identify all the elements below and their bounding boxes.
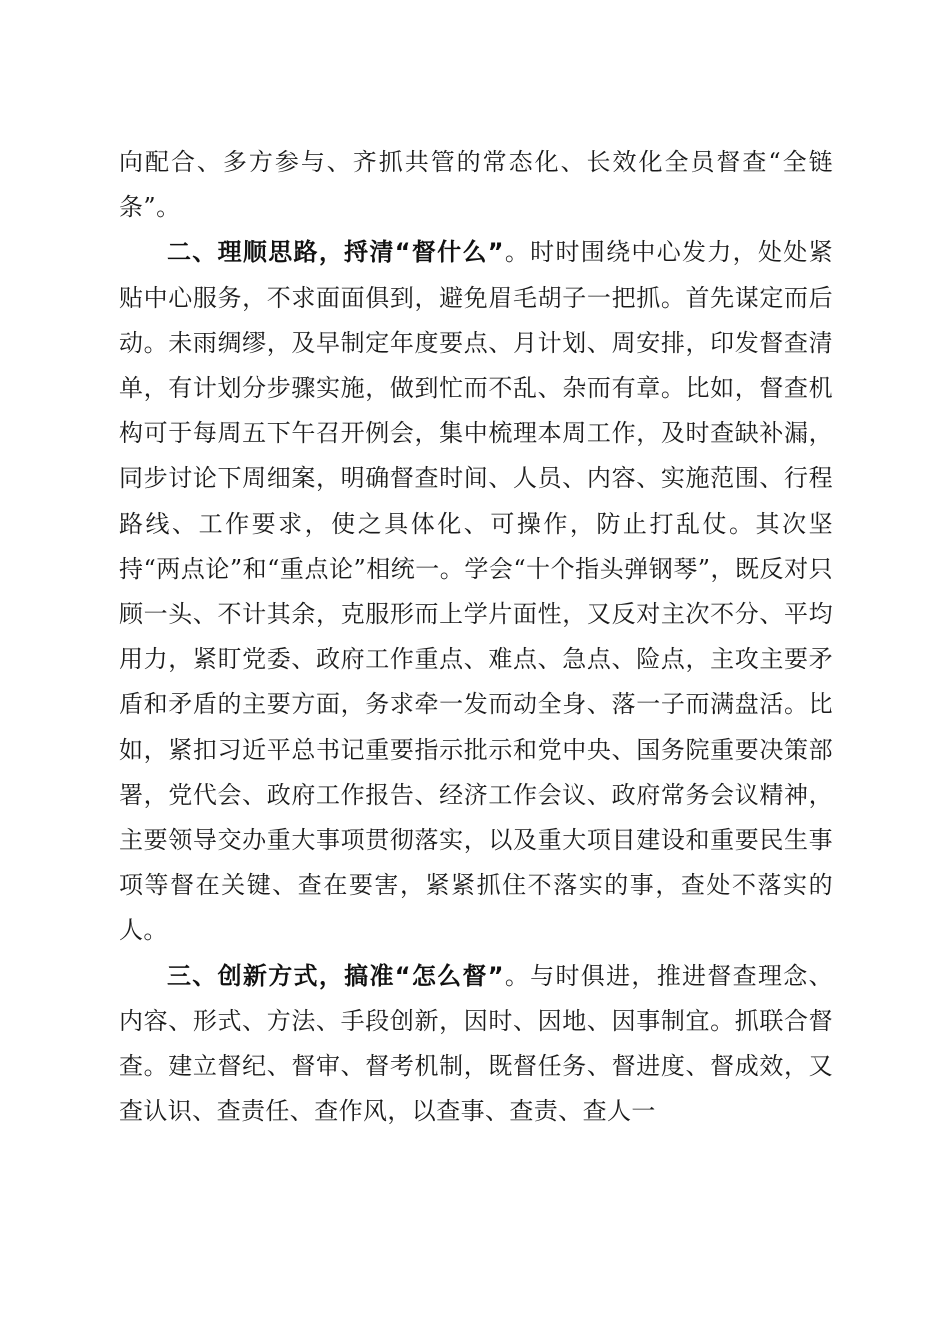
paragraph-text: 。与时俱进，推进督查理念、内容、形式、方法、手段创新，因时、因地、因事制宜。抓联合督查。建立督纪、督审、督考机制，既督任务、督进度、督成效，又查认识、查责任、查作风，以查事、查责、查人一 (119, 961, 833, 1126)
paragraph-text: 。时时围绕中心发力，处处紧贴中心服务，不求面面俱到，避免眉毛胡子一把抓。首先谋定而后动。未雨绸缪，及早制定年度要点、月计划、周安排，印发督查清单，有计划分步骤实施，做到忙而不乱、杂而有章。比如，督查机构可于每周五下午召开例会，集中梳理本周工作，及时查缺补漏，同步讨论下周细案，明确督查时间、人员、内容、实施范围、行程路线、工作要求，使之具体化、可操作，防止打乱仗。其次坚持“两点论”和“重点论”相统一。学会“十个指头弹钢琴”，既反对只顾一头、不计其余，克服形而上学片面性，又反对主次不分、平均用力，紧盯党委、政府工作重点、难点、急点、险点，主攻主要矛盾和矛盾的主要方面，务求牵一发而动全身、落一子而满盘活。比如，紧扣习近平总书记重要指示批示和党中央、国务院重要决策部署，党代会、政府工作报告、经济工作会议、政府常务会议精神，主要领导交办重大事项贯彻落实，以及重大项目建设和重要民生事项等督在关键、查在要害，紧紧抓住不落实的事，查处不落实的人。 (119, 238, 833, 945)
paragraph-section-two (119, 230, 833, 953)
paragraph-text: 向配合、多方参与、齐抓共管的常态化、长效化全员督查“全链条”。 (119, 148, 833, 222)
paragraph-continuation (119, 140, 833, 230)
document-body (119, 140, 833, 1134)
paragraph-section-three (119, 954, 833, 1135)
section-heading: 二、理顺思路，捋清“督什么” (167, 238, 504, 267)
section-heading: 三、创新方式，搞准“怎么督” (167, 961, 504, 990)
